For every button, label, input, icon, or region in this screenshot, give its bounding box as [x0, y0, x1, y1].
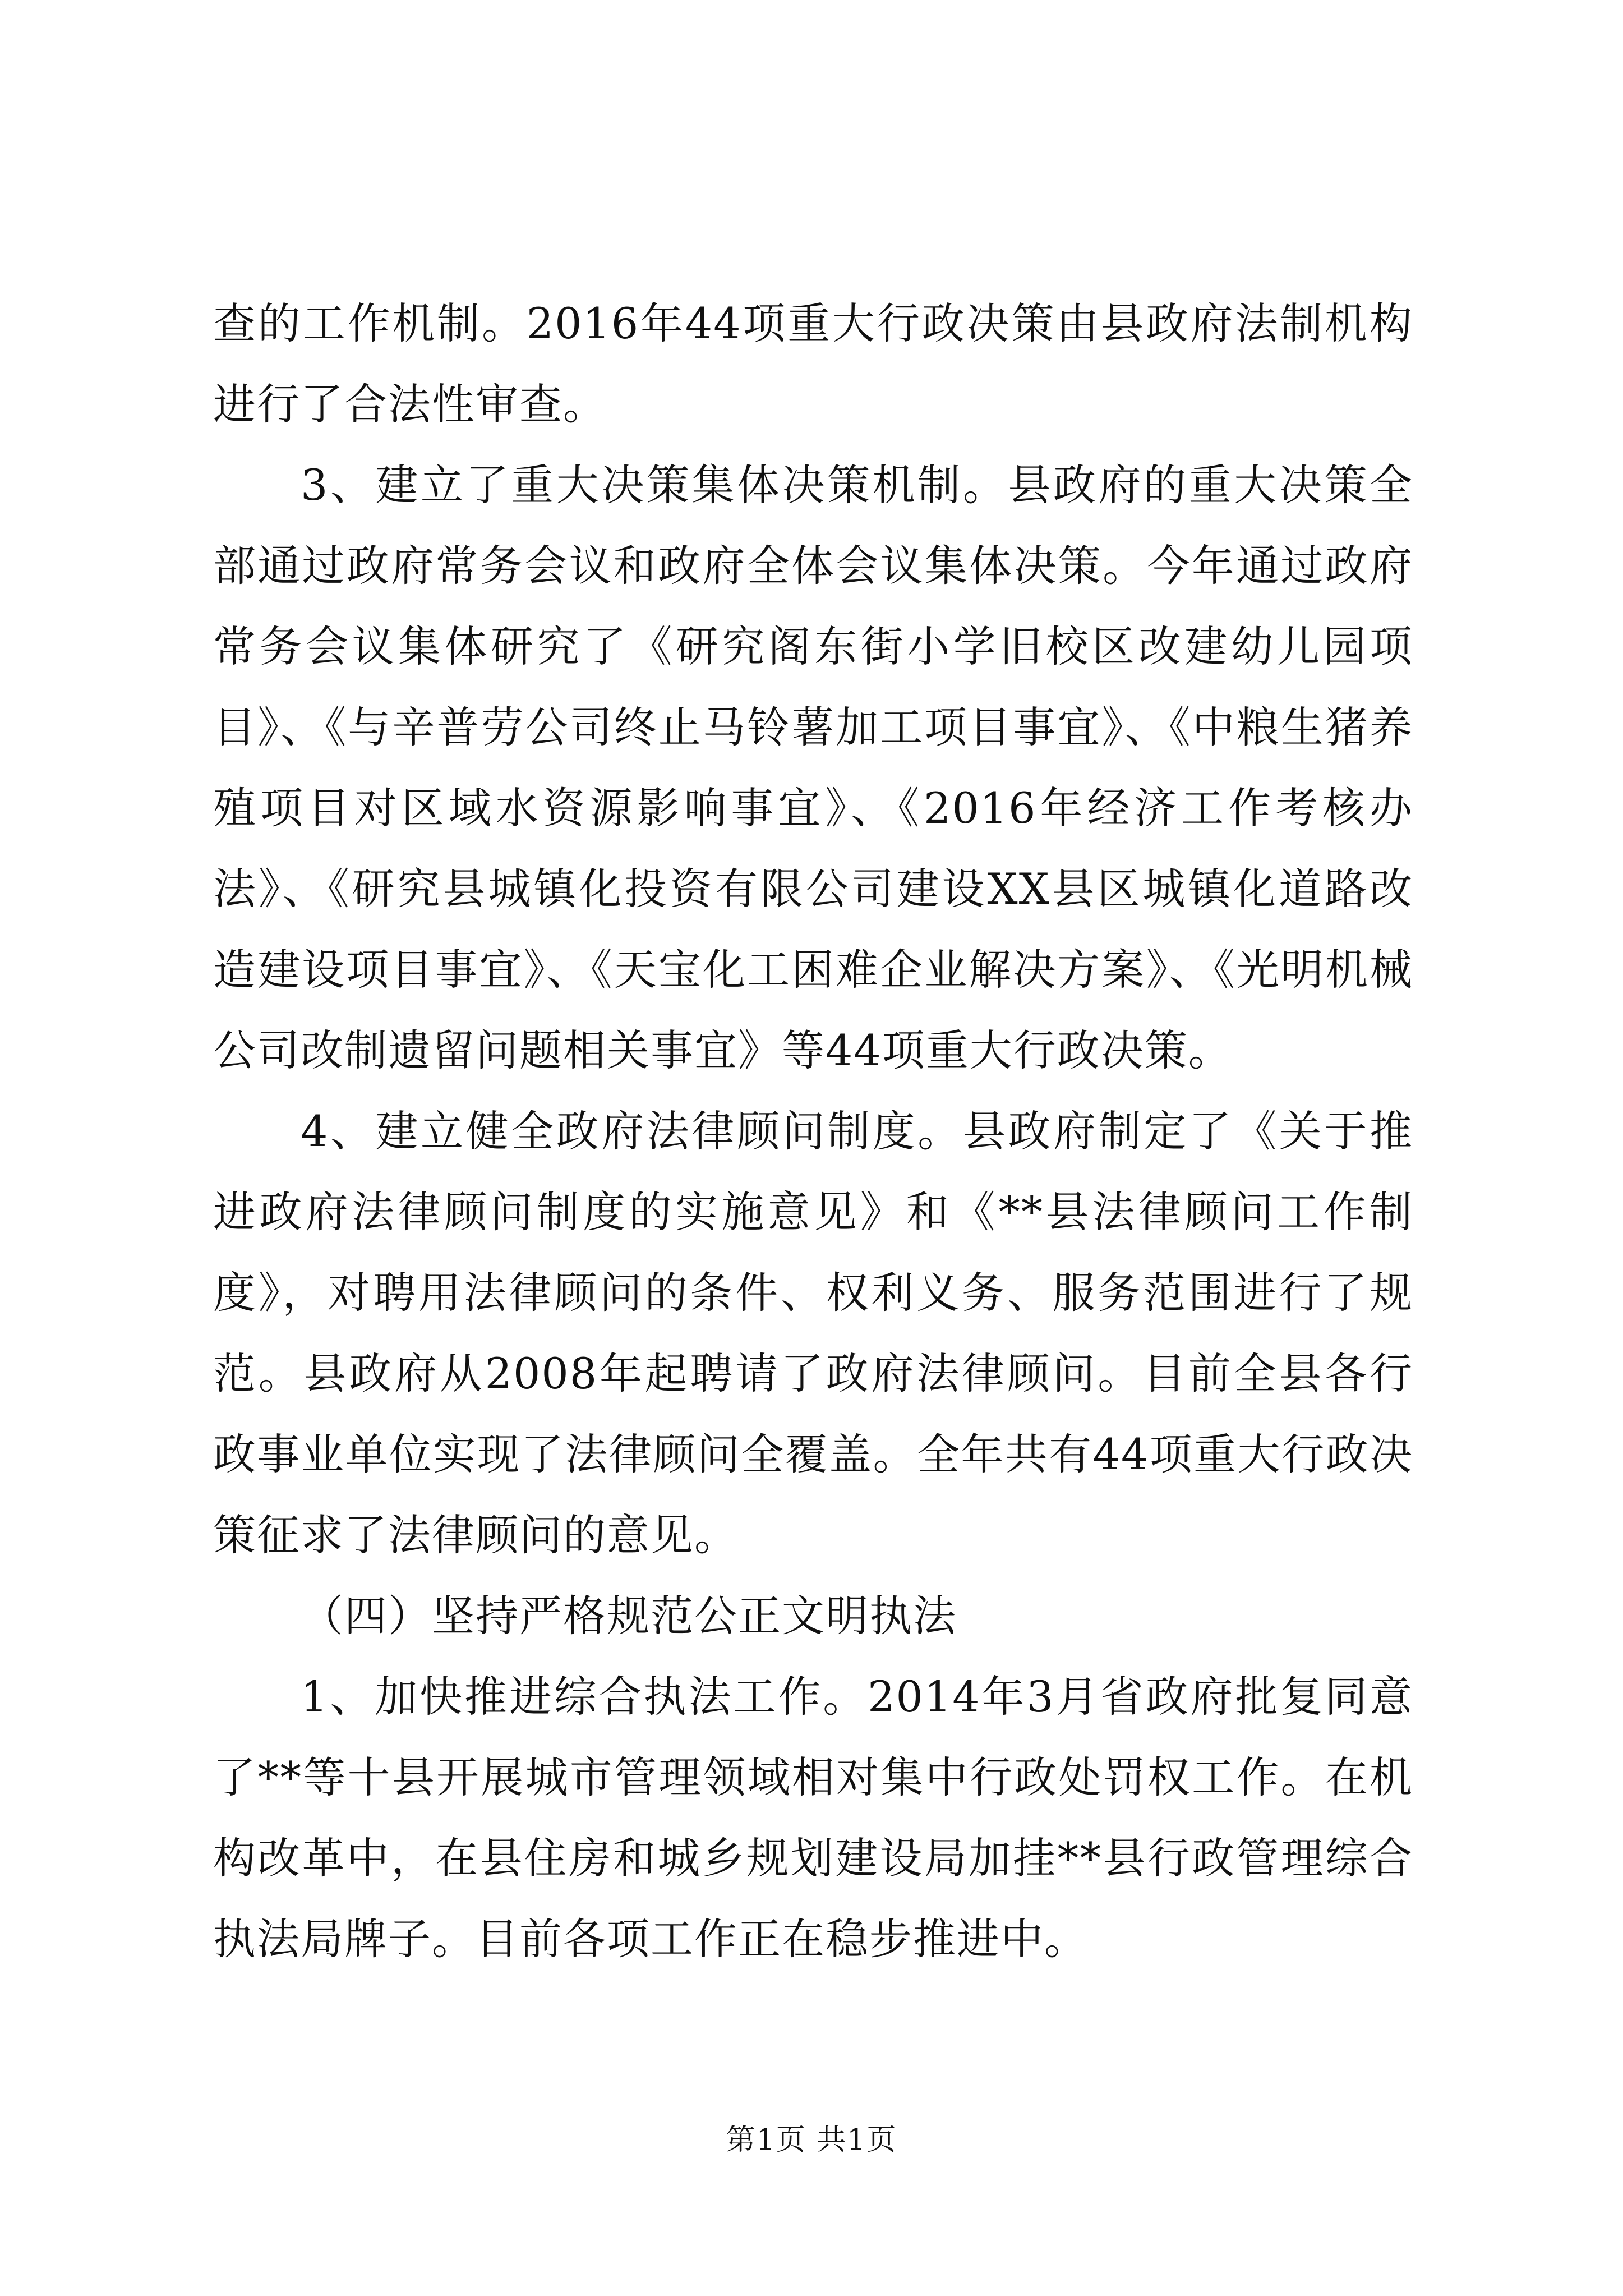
paragraph-collective-decision: 3、建立了重大决策集体决策机制。县政府的重大决策全部通过政府常务会议和政府全体会议集体决策。今年通过政府常务会议集体研究了《研究阁东街小学旧校区改建幼儿园项目》、《与辛普劳公司终止马铃薯加工项目事宜》、《中粮生猪养殖项目对区域水资源影响事宜》、《2016年经济工作考核办法》、《研究县城镇化投资有限公司建设XX县区城镇化道路改造建设项目事宜》、《天宝化工困难企业解决方案》、《光明机械公司改制遗留问题相关事宜》等44项重大行政决策。: [213, 460, 1413, 1075]
paragraph-continuation: 查的工作机制。2016年44项重大行政决策由县政府法制机构进行了合法性审查。: [213, 298, 1413, 429]
paragraph-legal-advisor: 4、建立健全政府法律顾问制度。县政府制定了《关于推进政府法律顾问制度的实施意见》和《**县法律顾问工作制度》，对聘用法律顾问的条件、权利义务、服务范围进行了规范。县政府从2008年起聘请了政府法律顾问。目前全县各行政事业单位实现了法律顾问全覆盖。全年共有44项重大行政决策征求了法律顾问的意见。: [213, 1106, 1413, 1560]
paragraph-comprehensive-enforcement: 1、加快推进综合执法工作。2014年3月省政府批复同意了**等十县开展城市管理领域相对集中行政处罚权工作。在机构改革中，在县住房和城乡规划建设局加挂**县行政管理综合执法局牌子。目前各项工作正在稳步推进中。: [213, 1672, 1413, 1964]
document-body: [213, 283, 1413, 1980]
page-footer: 第1页 共1页: [726, 2123, 897, 2157]
section-heading: （四）坚持严格规范公正文明执法: [301, 1591, 957, 1641]
